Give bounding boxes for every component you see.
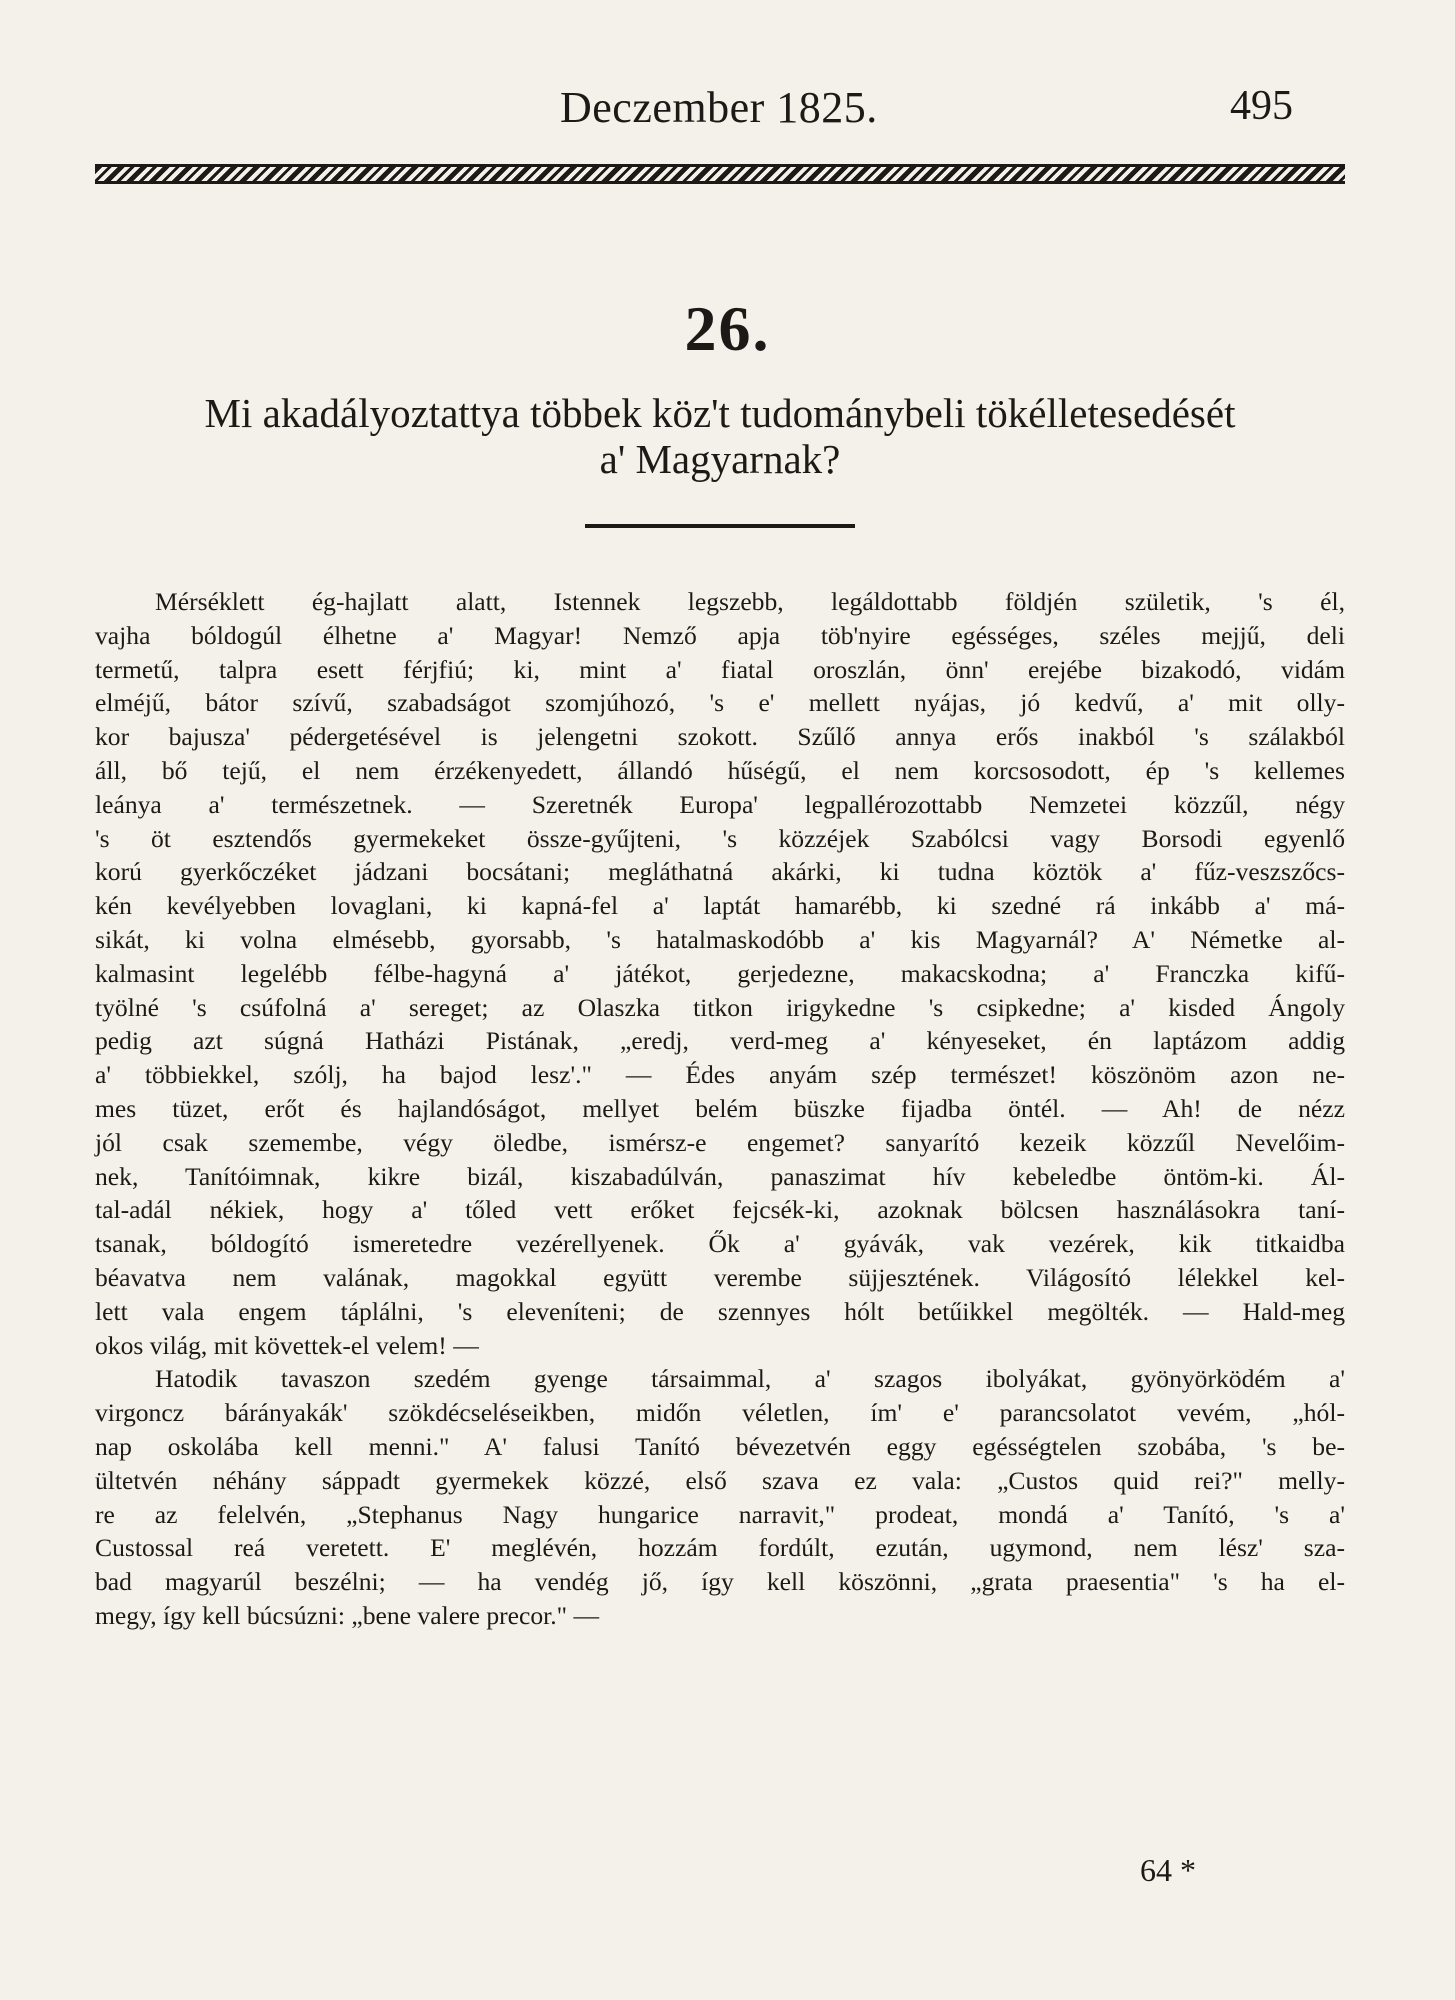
text-line: a' többiekkel, szólj, ha bajod lesz'." — Édes anyám szép természet! köszönöm azon ne- [95,1060,1345,1090]
text-line: virgoncz bárányakák' szökdécseléseikben, midőn véletlen, ím' e' parancsolatot vevém, „hól- [95,1398,1345,1428]
text-line: tsanak, bóldogító ismeretedre vezérellyenek. Ők a' gyávák, vak vezérek, kik titkaidba [95,1229,1345,1259]
text-line: termetű, talpra esett férjfiú; ki, mint a' fiatal oroszlán, önn' erejébe bizakodó, vidám [95,654,1345,684]
text-line: áll, bő tejű, el nem érzékenyedett, állandó hűségű, el nem korcsosodott, ép 's kellemes [95,755,1345,785]
text-line: tal-adál nékiek, hogy a' tőled vett erőket fejcsék-ki, azoknak bölcsen használásokra taní- [95,1195,1345,1225]
text-line: mes tüzet, erőt és hajlandóságot, mellyet belém büszke fijadba öntél. — Ah! de nézz [95,1093,1345,1123]
text-line: sikát, ki volna elmésebb, gyorsabb, 's hatalmaskodóbb a' kis Magyarnál? A' Németke al- [95,924,1345,954]
text-line: vajha bóldogúl élhetne a' Magyar! Nemző apja töb'nyire egésséges, széles mejjű, deli [95,620,1345,650]
article-title-line-1: Mi akadályoztattya többek köz't tudománybeli tökélletesedését [204,390,1236,436]
text-line: nek, Tanítóimnak, kikre bizál, kiszabadúlván, panaszimat hív kebeledbe öntöm-ki. Ál- [95,1161,1345,1191]
ornamental-rule [95,164,1345,184]
article-title [90,390,1350,482]
text-line: pedig azt súgná Hatházi Pistának, „eredj, verd-meg a' kényeseket, én laptázom addig [95,1026,1345,1056]
text-line: jól csak szemembe, végy öledbe, ismérsz-e engemet? sanyarító kezeik közzűl Nevelőim- [95,1127,1345,1157]
text-line: kor bajusza' pédergetésével is jelengetni szokott. Szűlő annya erős inakból 's szálakból [95,722,1345,752]
text-line: Custossal reá veretett. E' meglévén, hozzám fordúlt, ezután, ugymond, nem lész' sza- [95,1533,1345,1563]
text-line: kalmasint legelébb félbe-hagyná a' játékot, gerjedezne, makacskodna; a' Franczka kifű- [95,958,1345,988]
text-line: nap oskolába kell menni." A' falusi Tanító bévezetvén eggy egésségtelen szobába, 's be- [95,1431,1345,1461]
text-line: Hatodik tavaszon szedém gyenge társaimmal, a' szagos ibolyákat, gyönyörködém a' [155,1364,1345,1394]
text-line: korú gyerkőczéket jádzani bocsátani; megláthatná akárki, ki tudna köztök a' fűz-veszszőcs- [95,857,1345,887]
text-line: leánya a' természetnek. — Szeretnék Europa' legpallérozottabb Nemzetei közzűl, négy [95,789,1345,819]
signature-mark: 64 * [1140,1852,1196,1888]
text-line: työlné 's csúfolná a' sereget; az Olaszka titkon irigykedne 's csipkedne; a' kisded Ángoly [95,992,1345,1022]
text-line: re az felelvén, „Stephanus Nagy hungarice narravit," prodeat, mondá a' Tanító, 's a' [95,1499,1345,1529]
running-header [0,82,1455,142]
text-line: Mérséklett ég-hajlatt alatt, Istennek legszebb, legáldottabb földjén születik, 's él, [155,587,1345,616]
text-line: megy, így kell búcsúzni: „bene valere precor." — [95,1600,600,1630]
text-line: béavatva nem valának, magokkal együtt verembe süjjesztének. Világosító lélekkel kel- [95,1262,1345,1292]
article-number: 26. [684,293,771,364]
page-number: 495 [1230,83,1293,129]
text-line: kén kevélyebben lovaglani, ki kapná-fel a' laptát hamarébb, ki szedné rá inkább a' má- [95,891,1345,921]
text-line: bad magyarúl beszélni; — ha vendég jő, így kell köszönni, „grata praesentia" 's ha el- [95,1567,1345,1597]
text-line: elméjű, bátor szívű, szabadságot szomjúhozó, 's e' mellett nyájas, jó kedvű, a' mit olly- [95,688,1345,718]
text-line: ültetvén néhány sáppadt gyermekek közzé, első szava ez vala: „Custos quid rei?" melly- [95,1465,1345,1495]
text-line: lett vala engem táplálni, 's eleveníteni; de szennyes hólt betűikkel megölték. — Hald-meg [95,1296,1345,1326]
title-divider [585,524,855,528]
header-date: Deczember 1825. [560,83,878,132]
text-line: okos világ, mit követtek-el velem! — [95,1330,479,1360]
text-line: 's öt esztendős gyermekeket össze-gyűjteni, 's közzéjek Szabólcsi vagy Borsodi egyenlő [95,823,1345,853]
article-title-line-2: a' Magyarnak? [599,436,841,482]
article-body [95,585,1345,1633]
